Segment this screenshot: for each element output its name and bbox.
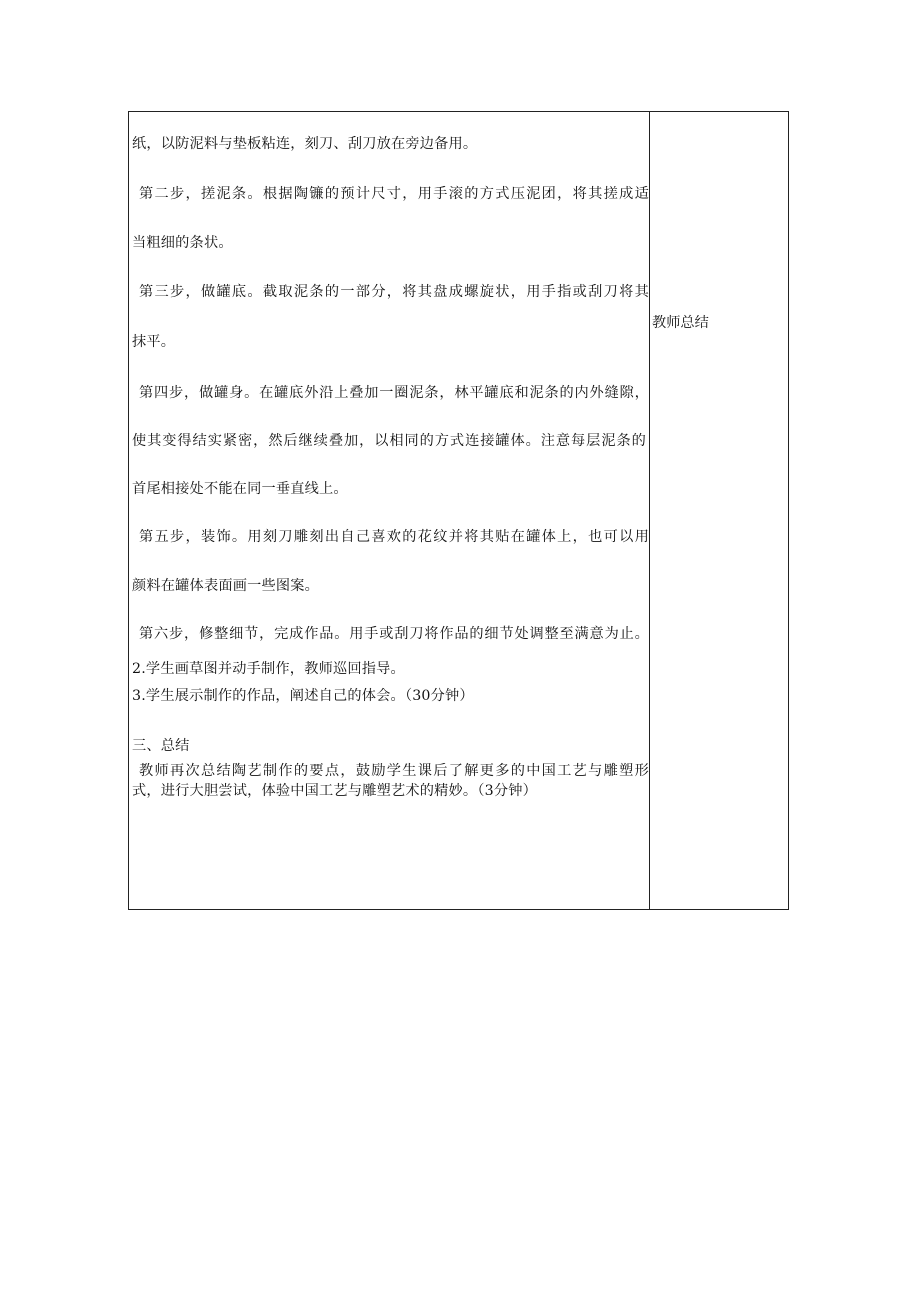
- summary-line-1: 教师再次总结陶艺制作的要点，鼓励学生课后了解更多的中国工艺与雕塑形: [139, 763, 649, 779]
- step-two-line-2: 当粗细的条状。: [132, 235, 233, 251]
- step-three-line-1: 第三步，做罐底。截取泥条的一部分，将其盘成螺旋状，用手指或刮刀将其: [139, 284, 649, 300]
- step-three-line-2: 抹平。: [132, 334, 176, 350]
- summary-line-2: 式，进行大胆尝试，体验中国工艺与雕塑艺术的精妙。（3分钟）: [132, 783, 537, 799]
- content-line: 纸，以防泥料与垫板粘连，刻刀、刮刀放在旁边备用。: [132, 136, 478, 152]
- step-two-line-1: 第二步，搓泥条。根据陶镰的预计尺寸，用手滚的方式压泥团，将其搓成适: [139, 186, 649, 202]
- teaching-content-cell: [129, 112, 649, 909]
- teacher-summary-label: 教师总结: [652, 315, 709, 331]
- summary-heading: 三、总结: [132, 738, 190, 754]
- step-six-line: 第六步，修整细节，完成作品。用手或刮刀将作品的细节处调整至满意为止。: [139, 626, 649, 642]
- step-five-line-1: 第五步，装饰。用刻刀雕刻出自己喜欢的花纹并将其贴在罐体上，也可以用: [139, 529, 649, 545]
- step-four-line-2: 使其变得结实紧密，然后继续叠加，以相同的方式连接罐体。注意每层泥条的: [132, 433, 646, 449]
- step-four-line-3: 首尾相接处不能在同一垂直线上。: [132, 481, 348, 497]
- student-sketch-line: 2.学生画草图并动手制作，教师巡回指导。: [132, 661, 405, 677]
- note-cell: [650, 112, 788, 909]
- student-display-line: 3.学生展示制作的作品，阐述自己的体会。（30分钟）: [132, 688, 474, 704]
- step-five-line-2: 颜料在罐体表面画一些图案。: [132, 578, 320, 594]
- step-four-line-1: 第四步，做罐身。在罐底外沿上叠加一圈泥条，林平罐底和泥条的内外缝隙，: [139, 385, 649, 401]
- lesson-table: [128, 111, 789, 910]
